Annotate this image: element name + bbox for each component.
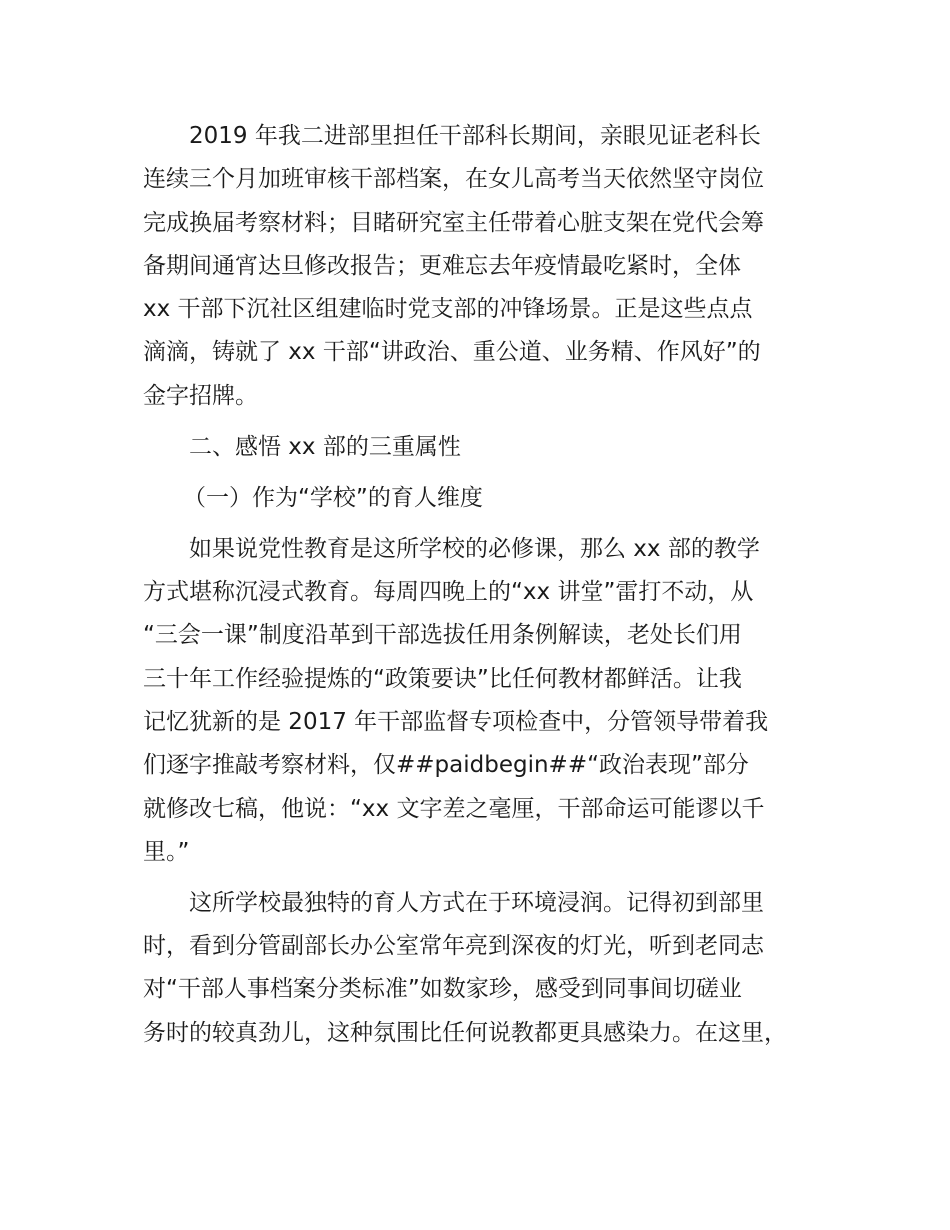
paragraph-1: [143, 115, 833, 418]
text-line: 滴滴，铸就了 xx 干部“讲政治、重公道、业务精、作风好”的: [143, 339, 761, 366]
text-line: 里。”: [143, 838, 190, 865]
text-line: 记忆犹新的是 2017 年干部监督专项检查中，分管领导带着我: [143, 708, 769, 735]
text-line: 如果说党性教育是这所学校的必修课，那么 xx 部的教学: [189, 535, 760, 562]
text-line: 2019 年我二进部里担任干部科长期间，亲眼见证老科长: [189, 123, 761, 149]
text-line: 时，看到分管副部长办公室常年亮到深夜的灯光，听到老同志: [143, 933, 764, 960]
text-line: 就修改七稿，他说：“xx 文字差之毫厘，干部命运可能谬以千: [143, 795, 765, 822]
text-line: 金字招牌。: [143, 382, 258, 409]
text-line: “三会一课”制度沿革到干部选拔任用条例解读，老处长们用: [143, 622, 742, 649]
text-line: 三十年工作经验提炼的“政策要诀”比任何教材都鲜活。让我: [143, 665, 742, 692]
document-body: [143, 115, 833, 1063]
section-heading: [143, 426, 833, 469]
section-heading-text: 二、感悟 xx 部的三重属性: [189, 433, 461, 460]
text-line: 这所学校最独特的育人方式在于环境浸润。记得初到部里: [189, 889, 764, 916]
text-line: 务时的较真劲儿，这种氛围比任何说教都更具感染力。在这里，: [143, 1019, 787, 1046]
text-line: 完成换届考察材料；目睹研究室主任带着心脏支架在党代会筹: [143, 209, 764, 236]
subsection-heading: [143, 477, 833, 520]
subsection-heading-text: （一）作为“学校”的育人维度: [183, 484, 483, 511]
text-line: 连续三个月加班审核干部档案，在女儿高考当天依然坚守岗位: [143, 166, 764, 193]
text-line: 方式堪称沉浸式教育。每周四晚上的“xx 讲堂”雷打不动，从: [143, 579, 754, 606]
text-line: 备期间通宵达旦修改报告；更难忘去年疫情最吃紧时，全体: [143, 252, 741, 279]
text-line: xx 干部下沉社区组建临时党支部的冲锋场景。正是这些点点: [143, 296, 753, 323]
text-line: 对“干部人事档案分类标准”如数家珍，感受到同事间切磋业: [143, 976, 742, 1003]
paragraph-2: [143, 528, 833, 874]
text-line: 们逐字推敲考察材料，仅##paidbegin##“政治表现”部分: [143, 752, 749, 779]
paragraph-3: [143, 882, 833, 1055]
